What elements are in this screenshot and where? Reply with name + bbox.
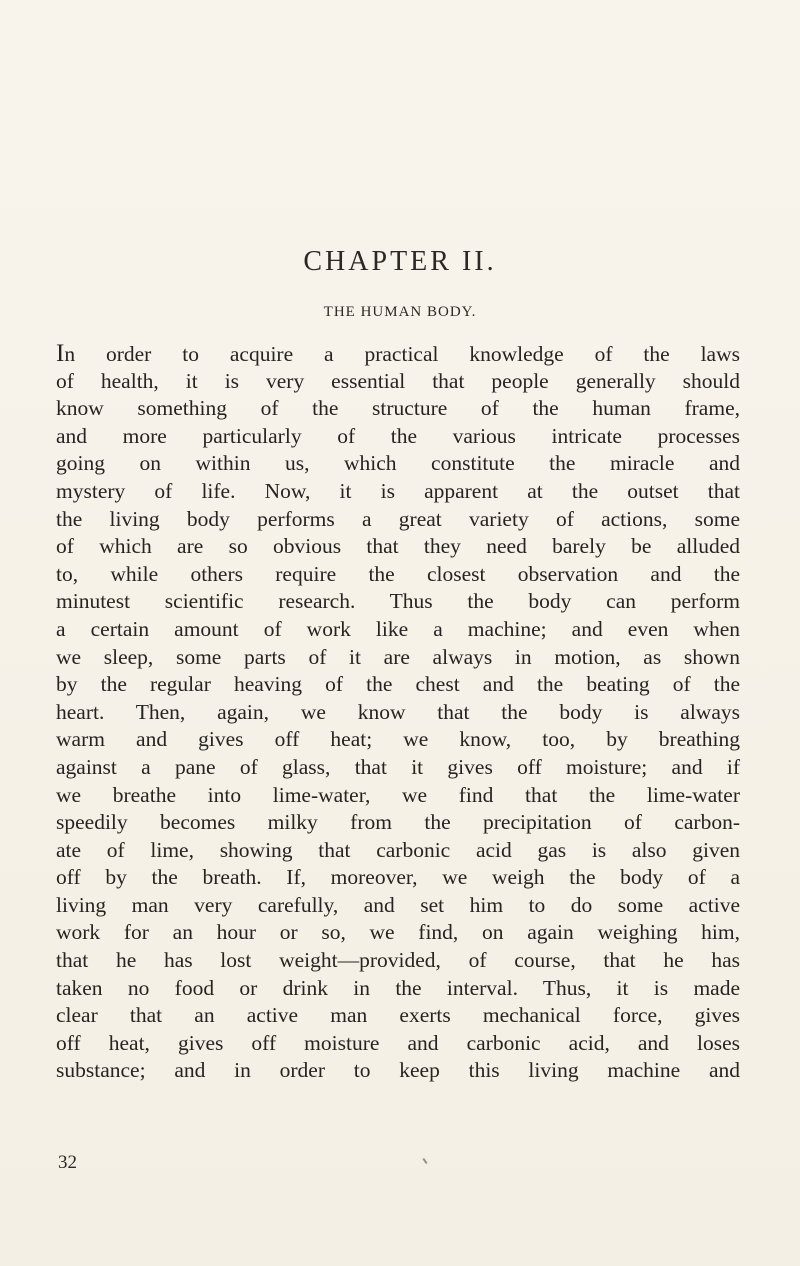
text-line: living man very carefully, and set him to do some active <box>56 892 740 917</box>
text-line: heart. Then, again, we know that the body is always <box>56 699 740 724</box>
text-line: minutest scientific research. Thus the body can perform <box>56 589 740 614</box>
text-line: the living body performs a great variety of actions, some <box>56 506 740 531</box>
text-line: that he has lost weight—provided, of course, that he has <box>56 948 740 973</box>
text-line: going on within us, which constitute the miracle and <box>56 451 740 476</box>
text-line: taken no food or drink in the interval. Thus, it is made <box>56 975 740 1000</box>
text-line: of which are so obvious that they need barely be alluded <box>56 534 740 559</box>
text-line: In order to acquire a practical knowledge of the laws <box>56 340 740 367</box>
text-line: clear that an active man exerts mechanical force, gives <box>56 1003 740 1028</box>
text-line: a certain amount of work like a machine; and even when <box>56 616 740 641</box>
text-line: mystery of life. Now, it is apparent at the outset that <box>56 478 740 503</box>
section-title: THE HUMAN BODY. <box>323 304 477 320</box>
text-line: ate of lime, showing that carbonic acid gas is also given <box>56 837 740 862</box>
body-text <box>56 340 740 1085</box>
text-line: speedily becomes milky from the precipitation of carbon- <box>56 810 740 835</box>
text-line: off by the breath. If, moreover, we weigh the body of a <box>56 865 740 890</box>
chapter-title: CHAPTER II. <box>303 246 497 277</box>
text-line: we sleep, some parts of it are always in motion, as shown <box>56 644 740 669</box>
text-line: against a pane of glass, that it gives off moisture; and if <box>56 754 740 779</box>
text-line: warm and gives off heat; we know, too, by breathing <box>56 727 740 752</box>
text-line: work for an hour or so, we find, on again weighing him, <box>56 920 740 945</box>
text-line: by the regular heaving of the chest and the beating of the <box>56 672 740 697</box>
text-line: we breathe into lime-water, we find that the lime-water <box>56 782 740 807</box>
text-line: to, while others require the closest observation and the <box>56 561 740 586</box>
text-line: and more particularly of the various intricate processes <box>56 423 740 448</box>
page-number: 32 <box>58 1152 77 1173</box>
text-line: know something of the structure of the human frame, <box>56 396 740 421</box>
ink-speck <box>422 1158 427 1164</box>
text-line: substance; and in order to keep this living machine and <box>56 1058 740 1083</box>
text-line: of health, it is very essential that people generally should <box>56 368 740 393</box>
text-line: off heat, gives off moisture and carbonic acid, and loses <box>56 1030 740 1055</box>
